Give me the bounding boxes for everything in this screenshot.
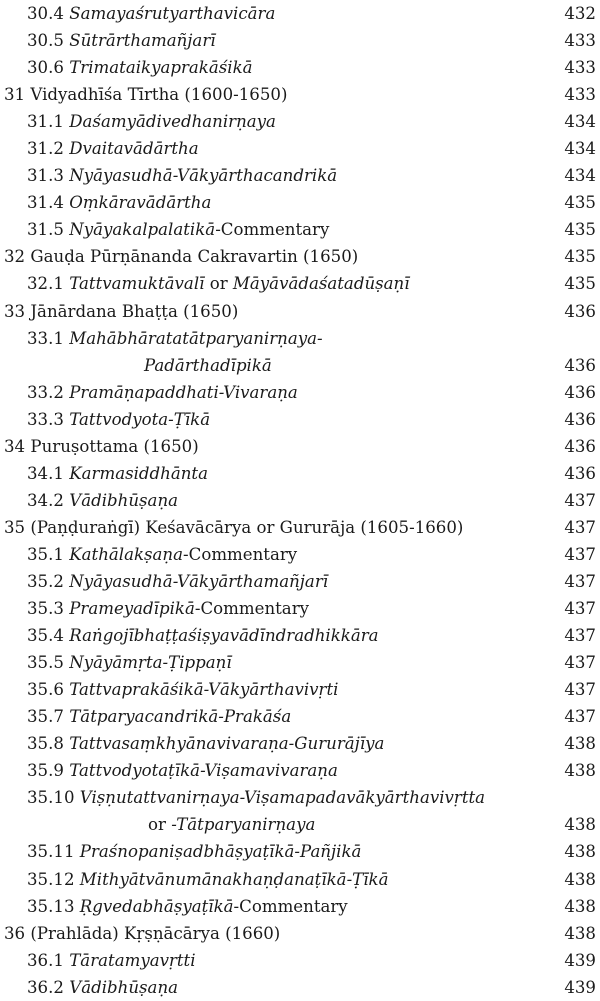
section-number: 31.4	[27, 193, 64, 213]
toc-entry	[0, 135, 600, 162]
section-number: 35.7	[27, 707, 64, 727]
work-title: Mithyātvānumānakhaṇḍanaṭīkā-Ṭīkā	[79, 869, 389, 889]
toc-entry	[0, 81, 600, 108]
work-title: Raṅgojībhaṭṭaśiṣyavādīndradhikkāra	[69, 626, 379, 646]
page-number: 437	[564, 626, 596, 646]
work-title: Tāratamyavṛtti	[69, 950, 196, 970]
section-number: 35.6	[27, 680, 64, 700]
section-number: 36.1	[27, 950, 64, 970]
toc-entry	[0, 595, 600, 622]
section-number: 31.1	[27, 112, 64, 132]
toc-entry	[0, 216, 600, 243]
work-title: Praśnopaniṣadbhāṣyaṭīkā-Pañjikā	[79, 842, 362, 862]
toc-entry-title	[27, 54, 253, 81]
page-number: 438	[564, 869, 596, 889]
toc-entry	[0, 920, 600, 947]
toc-entry-title	[27, 135, 199, 162]
page-number: 439	[564, 977, 596, 997]
page-number: 435	[564, 274, 596, 294]
section-number: 30.5	[27, 31, 64, 51]
page-number: 437	[564, 571, 596, 591]
work-title: Tātparyacandrikā-Prakāśa	[69, 707, 292, 727]
page-number: 435	[564, 247, 596, 267]
work-title: Ṛgvedabhāṣyaṭīkā	[79, 896, 234, 916]
toc-entry	[0, 460, 600, 487]
page-number: 432	[564, 4, 596, 23]
section-number: 35	[4, 517, 26, 537]
author-heading: (Prahlāda) Kṛṣṇācārya (1660)	[30, 923, 281, 943]
section-number: 35.4	[27, 626, 64, 646]
section-number: 30.6	[27, 58, 64, 78]
page-number: 436	[564, 301, 596, 321]
section-number: 36	[4, 923, 26, 943]
toc-entry-title	[27, 568, 328, 595]
toc-entry-title	[27, 406, 210, 433]
page-number: 436	[564, 355, 596, 375]
section-number: 36.2	[27, 977, 64, 997]
toc-entry-title	[27, 757, 338, 784]
work-title: Prameyadīpikā	[69, 599, 195, 619]
page-number: 434	[564, 112, 596, 132]
page-number: 437	[564, 599, 596, 619]
section-number: 33.1	[27, 328, 64, 348]
page-number: 436	[564, 463, 596, 483]
section-number: 34	[4, 436, 26, 456]
work-title: Mahābhāratatātparyanirṇaya-	[69, 328, 323, 348]
toc-entry-title	[27, 784, 485, 811]
work-title: Trimataikyaprakāśikā	[69, 58, 253, 78]
work-title: Kathālakṣaṇa	[69, 544, 184, 564]
toc-entry	[0, 866, 600, 893]
toc-entry-title	[27, 974, 178, 1001]
toc-entry	[0, 0, 600, 27]
author-heading: Gauḍa Pūrṇānanda Cakravartin (1650)	[30, 247, 359, 267]
title-suffix: -Commentary	[183, 544, 298, 564]
toc-entry-title	[4, 433, 199, 460]
toc-entry-title	[27, 703, 291, 730]
toc-entry-title	[27, 649, 232, 676]
section-number: 32	[4, 247, 26, 267]
toc-entry	[0, 433, 600, 460]
page-number: 435	[564, 220, 596, 240]
toc-entry-title	[4, 298, 238, 325]
page-number: 438	[564, 734, 596, 754]
section-number: 34.2	[27, 490, 64, 510]
toc-entry-title	[27, 460, 208, 487]
page-number: 438	[564, 923, 596, 943]
section-number: 35.10	[27, 788, 75, 808]
section-number: 33	[4, 301, 26, 321]
work-title: Tattvaprakāśikā-Vākyārthavivṛti	[69, 680, 339, 700]
section-number: 35.2	[27, 571, 64, 591]
toc-entry	[0, 108, 600, 135]
section-number: 35.1	[27, 544, 64, 564]
page-number: 437	[564, 653, 596, 673]
toc-entry-title	[144, 352, 272, 379]
toc-entry-title	[27, 325, 323, 352]
author-heading: (Paṇḍuraṅgī) Keśavācārya or Gururāja (1605-1660)	[30, 517, 464, 537]
work-title-alt: Māyāvādaśatadūṣaṇī	[232, 274, 410, 294]
toc-entry-title	[27, 27, 216, 54]
page-number: 434	[564, 139, 596, 159]
toc-entry-title	[4, 920, 280, 947]
toc-entry	[0, 622, 600, 649]
section-number: 31.2	[27, 139, 64, 159]
toc-entry-title	[27, 541, 297, 568]
section-number: 35.3	[27, 599, 64, 619]
work-title: Tattvamuktāvalī	[69, 274, 205, 294]
work-title: Viṣṇutattvanirṇaya-Viṣamapadavākyārthavivṛtta	[79, 788, 486, 808]
work-title: Nyāyasudhā-Vākyārthamañjarī	[69, 571, 329, 591]
toc-entry-title	[27, 676, 338, 703]
toc-entry-title	[4, 514, 463, 541]
section-number: 35.5	[27, 653, 64, 673]
work-title: Nyāyasudhā-Vākyārthacandrikā	[69, 166, 338, 186]
work-title: Nyāyāmṛta-Ṭippaṇī	[69, 653, 232, 673]
page-number: 437	[564, 680, 596, 700]
section-number: 30.4	[27, 4, 64, 23]
author-heading: Puruṣottama (1650)	[30, 436, 199, 456]
toc-entry	[0, 162, 600, 189]
toc-entry-title	[27, 595, 309, 622]
toc-entry	[0, 243, 600, 270]
title-prefix: or	[148, 815, 172, 835]
page-number: 438	[564, 896, 596, 916]
title-suffix: -Commentary	[215, 220, 330, 240]
toc-entry	[0, 270, 600, 297]
toc-entry	[0, 784, 600, 811]
section-number: 31.5	[27, 220, 64, 240]
toc-entry-title	[4, 81, 287, 108]
toc-entry	[0, 189, 600, 216]
work-title: Dvaitavādārtha	[69, 139, 199, 159]
page-number: 438	[564, 842, 596, 862]
toc-entry-title	[27, 216, 329, 243]
title-connector: or	[204, 274, 233, 294]
toc-entry	[0, 406, 600, 433]
page-number: 436	[564, 382, 596, 402]
work-title: Nyāyakalpalatikā	[69, 220, 216, 240]
section-number: 35.8	[27, 734, 64, 754]
page-number: 436	[564, 436, 596, 456]
work-title: Tattvodyota-Ṭīkā	[69, 409, 211, 429]
page-number: 433	[564, 85, 596, 105]
toc-entry	[0, 676, 600, 703]
toc-entry-title	[27, 189, 211, 216]
toc-entry	[0, 838, 600, 865]
section-number: 32.1	[27, 274, 64, 294]
toc-entry	[0, 757, 600, 784]
toc-entry-title	[27, 893, 348, 920]
toc-entry-title	[27, 947, 196, 974]
toc-entry	[0, 649, 600, 676]
toc-entry-title	[148, 811, 315, 838]
page-number: 434	[564, 166, 596, 186]
toc-entry	[0, 325, 600, 352]
work-title: Vādibhūṣaṇa	[69, 490, 179, 510]
page-number: 437	[564, 490, 596, 510]
toc-entry	[0, 514, 600, 541]
work-title: Samayaśrutyarthavicāra	[69, 4, 276, 23]
toc-entry	[0, 54, 600, 81]
page-number: 437	[564, 707, 596, 727]
work-title: Daśamyādivedhanirṇaya	[69, 112, 276, 132]
work-title: Sūtrārthamañjarī	[69, 31, 216, 51]
toc-entry	[0, 379, 600, 406]
title-suffix: -Commentary	[194, 599, 309, 619]
toc-entry-title	[27, 866, 389, 893]
page-number: 436	[564, 409, 596, 429]
toc-entry	[0, 947, 600, 974]
toc-entry-title	[27, 108, 276, 135]
work-title: Oṃkāravādārtha	[69, 193, 212, 213]
author-heading: Vidyadhīśa Tīrtha (1600-1650)	[30, 85, 288, 105]
toc-entry-title	[27, 0, 275, 27]
page-number: 437	[564, 517, 596, 537]
section-number: 35.12	[27, 869, 75, 889]
toc-entry-title	[27, 838, 361, 865]
page-number: 435	[564, 193, 596, 213]
work-title: -Tātparyanirṇaya	[171, 815, 316, 835]
work-title: Pramāṇapaddhati-Vivaraṇa	[69, 382, 298, 402]
author-heading: Jānārdana Bhaṭṭa (1650)	[30, 301, 239, 321]
page-number: 437	[564, 544, 596, 564]
work-title: Tattvodyotaṭīkā-Viṣamavivaraṇa	[69, 761, 338, 781]
work-title: Vādibhūṣaṇa	[69, 977, 179, 997]
toc-entry-title	[27, 379, 298, 406]
page-number: 438	[564, 761, 596, 781]
toc-entry	[0, 730, 600, 757]
title-suffix: -Commentary	[233, 896, 348, 916]
toc-entry	[0, 27, 600, 54]
toc-entry	[0, 703, 600, 730]
section-number: 33.3	[27, 409, 64, 429]
toc-entry	[0, 974, 600, 1001]
section-number: 35.11	[27, 842, 75, 862]
toc-entry-title	[27, 162, 337, 189]
toc-entry-title	[27, 487, 178, 514]
page-number: 439	[564, 950, 596, 970]
toc-entry	[0, 298, 600, 325]
work-title: Karmasiddhānta	[69, 463, 208, 483]
page-number: 433	[564, 31, 596, 51]
toc-entry	[0, 541, 600, 568]
toc-entry	[0, 352, 600, 379]
page-number: 433	[564, 58, 596, 78]
section-number: 35.9	[27, 761, 64, 781]
toc-entry-title	[27, 270, 410, 297]
section-number: 34.1	[27, 463, 64, 483]
work-title: Tattvasaṃkhyānavivaraṇa-Gururājīya	[69, 734, 385, 754]
toc-entry-title	[27, 730, 384, 757]
section-number: 31	[4, 85, 26, 105]
toc-entry	[0, 811, 600, 838]
section-number: 33.2	[27, 382, 64, 402]
toc-entry	[0, 893, 600, 920]
toc-entry-title	[4, 243, 358, 270]
work-title: Padārthadīpikā	[144, 355, 272, 375]
page-number: 438	[564, 815, 596, 835]
toc-entry-title	[27, 622, 379, 649]
toc-entry	[0, 568, 600, 595]
section-number: 35.13	[27, 896, 75, 916]
section-number: 31.3	[27, 166, 64, 186]
toc-entry	[0, 487, 600, 514]
